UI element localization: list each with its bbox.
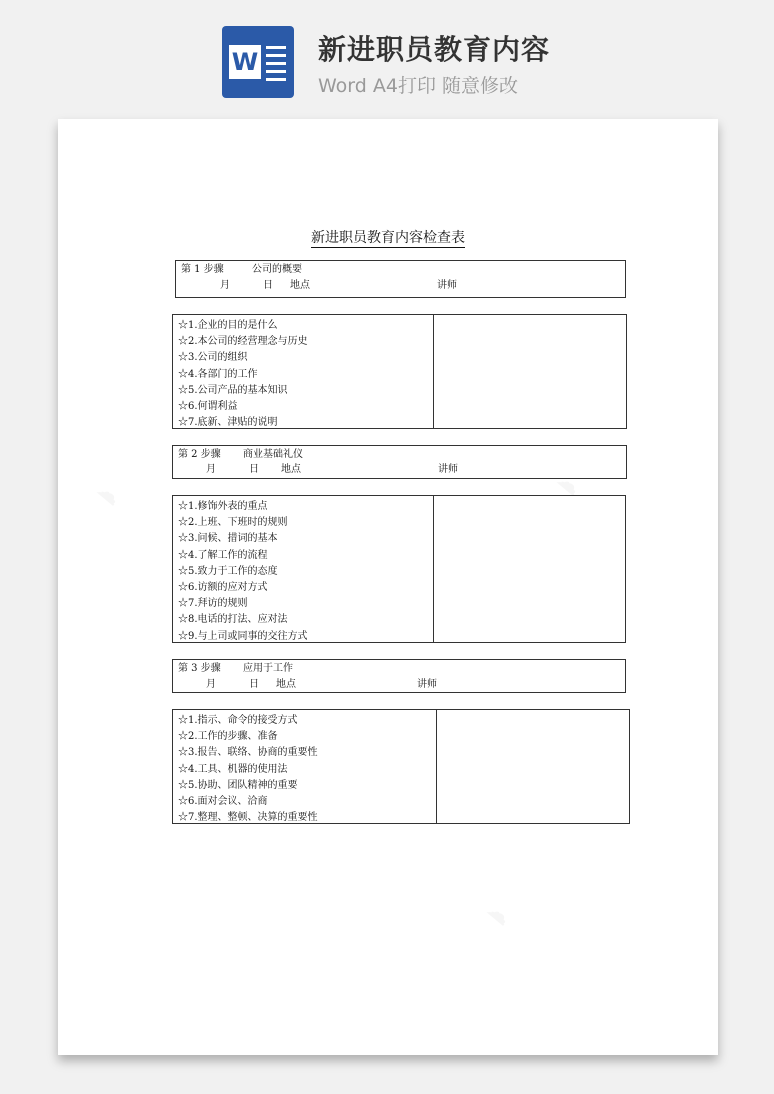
- list-item: ☆2.上班、下班时的规则: [178, 517, 288, 529]
- column-divider: [436, 710, 437, 823]
- list-item: ☆7.底新、津贴的说明: [178, 417, 278, 429]
- step-3-header: [172, 659, 626, 693]
- list-item: ☆5.致力于工作的态度: [178, 565, 278, 577]
- list-item: ☆4.各部门的工作: [178, 368, 258, 380]
- lecturer-label: 讲师: [437, 280, 457, 291]
- month-label: 月: [206, 679, 216, 690]
- step-2-header: [172, 445, 627, 479]
- step-label: 第 1 步骤: [181, 264, 224, 275]
- step-label: 第 3 步骤: [178, 663, 221, 674]
- column-divider: [433, 496, 434, 642]
- list-item: ☆4.了解工作的流程: [178, 549, 268, 561]
- word-doc-icon: [222, 26, 294, 98]
- place-label: 地点: [290, 280, 310, 291]
- step-label: 第 2 步骤: [178, 449, 221, 460]
- day-label: 日: [249, 679, 259, 690]
- day-label: 日: [249, 464, 259, 475]
- step-2-item-list: [178, 499, 308, 645]
- step-3-item-list: [178, 713, 318, 826]
- lecturer-label: 讲师: [417, 679, 437, 690]
- place-label: 地点: [276, 679, 296, 690]
- document-page: [58, 119, 718, 1055]
- header-subtitle: Word A4打印 随意修改: [318, 75, 519, 97]
- list-item: ☆3.报告、联络、协商的重要性: [178, 747, 318, 759]
- step-2-items-table: [172, 495, 626, 643]
- word-letter: W: [229, 45, 261, 79]
- day-label: 日: [263, 280, 273, 291]
- step-topic: 商业基础礼仪: [243, 449, 303, 460]
- lecturer-label: 讲师: [438, 464, 458, 475]
- list-item: ☆7.拜访的规则: [178, 598, 248, 610]
- list-item: ☆6.何谓利益: [178, 400, 238, 412]
- list-item: ☆8.电话的打法、应对法: [178, 614, 288, 626]
- list-item: ☆5.协助、团队精神的重要: [178, 779, 298, 791]
- step-1-items-table: [172, 314, 627, 429]
- list-item: ☆7.整理、整顿、决算的重要性: [178, 812, 318, 824]
- list-item: ☆1.修饰外表的重点: [178, 501, 268, 512]
- month-label: 月: [206, 464, 216, 475]
- list-item: ☆1.指示、命令的接受方式: [178, 715, 298, 726]
- step-topic: 公司的概要: [252, 264, 302, 275]
- list-item: ☆1.企业的目的是什么: [178, 320, 278, 331]
- header-title: 新进职员教育内容: [318, 33, 551, 66]
- document-title: 新进职员教育内容检查表: [311, 230, 465, 246]
- page-header: [0, 0, 774, 115]
- step-1-item-list: [178, 318, 308, 431]
- list-item: ☆2.工作的步骤、准备: [178, 731, 278, 743]
- list-item: ☆2.本公司的经营理念与历史: [178, 336, 308, 348]
- column-divider: [433, 315, 434, 428]
- place-label: 地点: [281, 464, 301, 475]
- step-3-items-table: [172, 709, 630, 824]
- list-item: ☆3.公司的组织: [178, 352, 248, 364]
- list-item: ☆6.访额的应对方式: [178, 581, 268, 593]
- list-item: ☆9.与上司或同事的交往方式: [178, 630, 308, 642]
- month-label: 月: [220, 280, 230, 291]
- list-item: ☆5.公司产品的基本知识: [178, 384, 288, 396]
- list-item: ☆4.工具、机器的使用法: [178, 763, 288, 775]
- step-topic: 应用于工作: [243, 663, 293, 674]
- list-item: ☆6.面对会议、洽商: [178, 795, 268, 807]
- step-1-header: [175, 260, 626, 298]
- list-item: ☆3.问候、措词的基本: [178, 533, 278, 545]
